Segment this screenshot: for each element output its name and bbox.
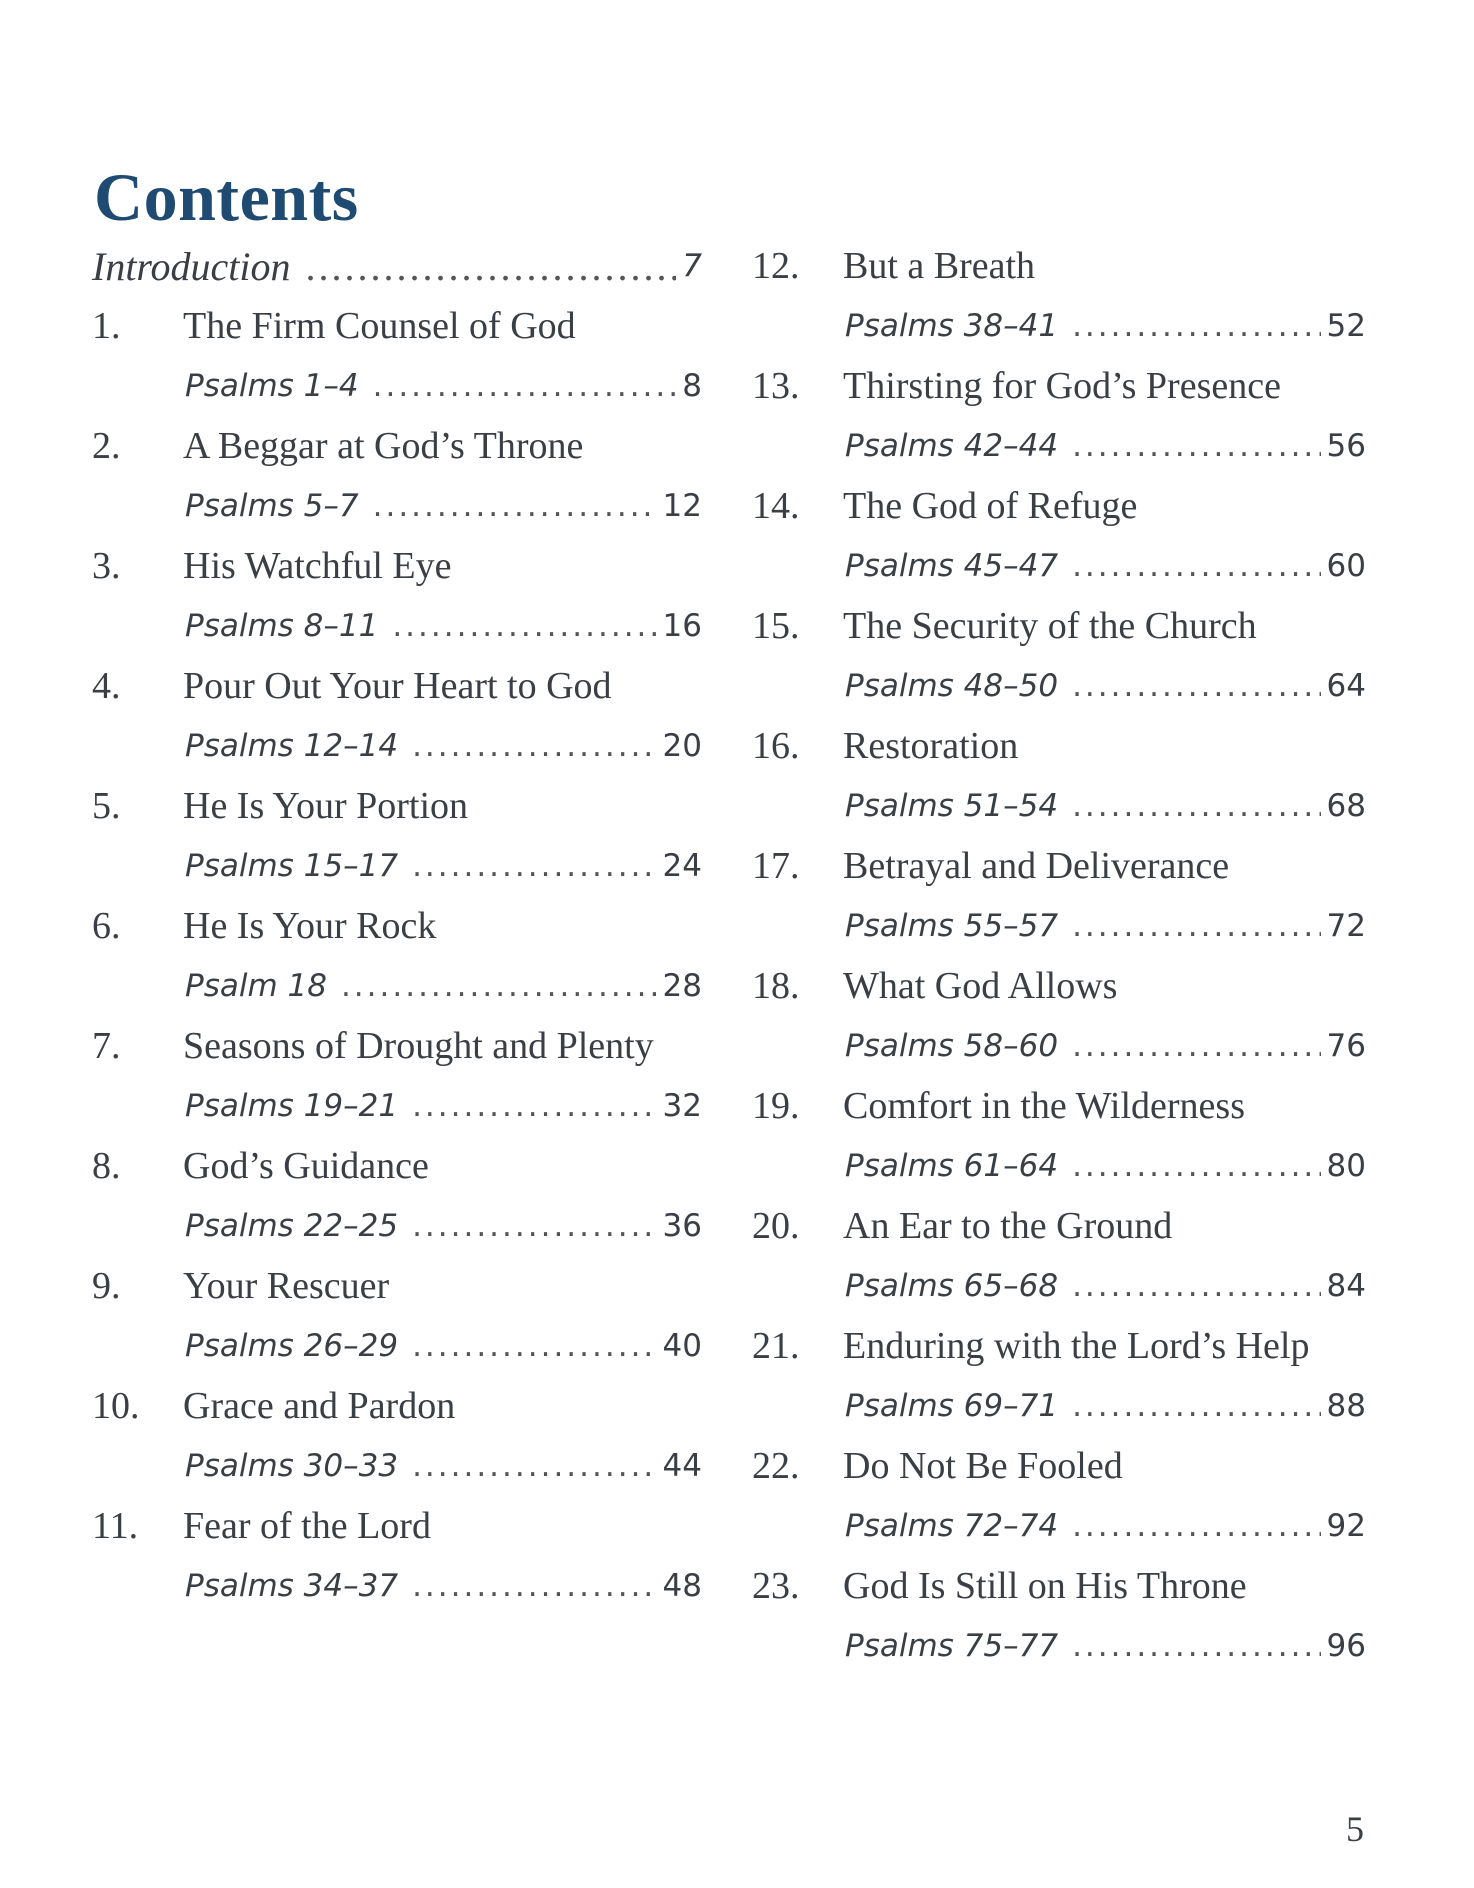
page-ref: 52: [1326, 308, 1366, 344]
chapter-number: 3.: [92, 545, 121, 587]
chapter-number: 7.: [92, 1025, 121, 1067]
dot-leader: [1072, 1268, 1320, 1304]
chapter-title: God Is Still on His Throne: [843, 1565, 1247, 1607]
dot-leader: [1072, 788, 1320, 824]
page-ref: 20: [662, 728, 702, 764]
toc-entry[interactable]: [92, 1376, 702, 1496]
scripture-reference: Psalms 19–21: [185, 1088, 399, 1124]
page-ref: 68: [1326, 788, 1366, 824]
scripture-reference: Psalms 61–64: [845, 1148, 1059, 1184]
toc-entry-title-row: [92, 1136, 702, 1196]
dot-leader: [1072, 308, 1320, 344]
chapter-title: Comfort in the Wilderness: [843, 1085, 1245, 1127]
toc-entry-reference-row: [752, 296, 1366, 356]
toc-entry[interactable]: [92, 656, 702, 776]
chapter-number: 2.: [92, 425, 121, 467]
chapter-title: Fear of the Lord: [183, 1505, 431, 1547]
chapter-title: God’s Guidance: [183, 1145, 429, 1187]
dot-leader: [1072, 1508, 1320, 1544]
chapter-number: 10.: [92, 1385, 140, 1427]
toc-entry-title-row: [752, 716, 1366, 776]
chapter-title: The Firm Counsel of God: [183, 305, 576, 347]
toc-entry-reference-row: [752, 656, 1366, 716]
introduction-label: Introduction: [92, 243, 291, 289]
scripture-reference: Psalms 34–37: [185, 1568, 399, 1604]
toc-entry-reference-row: [752, 1496, 1366, 1556]
chapter-title: He Is Your Portion: [183, 785, 469, 827]
toc-entry-title-row: [752, 356, 1366, 416]
toc-entry-title-row: [752, 236, 1366, 296]
toc-entry-title-row: [92, 296, 702, 356]
page-ref: 40: [662, 1328, 702, 1364]
toc-entry[interactable]: [92, 896, 702, 1016]
dot-leader: [412, 848, 656, 884]
toc-entry-title-row: [752, 476, 1366, 536]
toc-entry-reference-row: [752, 896, 1366, 956]
dot-leader: [1072, 668, 1320, 704]
toc-entry-title-row: [92, 896, 702, 956]
toc-entry[interactable]: [92, 776, 702, 896]
toc-entry-title-row: [752, 956, 1366, 1016]
chapter-number: 8.: [92, 1145, 121, 1187]
scripture-reference: Psalms 15–17: [185, 848, 399, 884]
scripture-reference: Psalms 51–54: [845, 788, 1059, 824]
toc-entry-reference-row: [92, 476, 702, 536]
chapter-title: His Watchful Eye: [183, 545, 452, 587]
toc-entry-title-row: [752, 1196, 1366, 1256]
page-ref: 44: [662, 1448, 702, 1484]
toc-entry[interactable]: [92, 1016, 702, 1136]
toc-entry[interactable]: [92, 1496, 702, 1616]
toc-entry-reference-row: [92, 596, 702, 656]
toc-entry-title-row: [92, 416, 702, 476]
scripture-reference: Psalms 55–57: [845, 908, 1059, 944]
scripture-reference: Psalms 5–7: [185, 488, 359, 524]
chapter-title: Betrayal and Deliverance: [843, 845, 1230, 887]
toc-entry-reference-row: [92, 1196, 702, 1256]
scripture-reference: Psalms 26–29: [185, 1328, 399, 1364]
dot-leader: [412, 728, 656, 764]
chapter-title: Enduring with the Lord’s Help: [843, 1325, 1310, 1367]
chapter-title: Restoration: [843, 725, 1019, 767]
chapter-title: He Is Your Rock: [183, 905, 437, 947]
chapter-number: 12.: [752, 245, 800, 287]
chapter-title: Thirsting for God’s Presence: [843, 365, 1281, 407]
dot-leader: [341, 968, 657, 1004]
toc-entry[interactable]: [752, 1436, 1366, 1556]
toc-entry[interactable]: [92, 416, 702, 536]
scripture-reference: Psalms 69–71: [845, 1388, 1059, 1424]
page-ref: 64: [1326, 668, 1366, 704]
toc-entry[interactable]: [752, 356, 1366, 476]
chapter-title: The God of Refuge: [843, 485, 1138, 527]
toc-entry-title-row: [752, 1076, 1366, 1136]
page-ref: 24: [662, 848, 702, 884]
page-number: 5: [1346, 1809, 1364, 1849]
toc-entry[interactable]: [752, 1076, 1366, 1196]
chapter-title: An Ear to the Ground: [843, 1205, 1173, 1247]
page-ref: 32: [662, 1088, 702, 1124]
scripture-reference: Psalm 18: [185, 968, 327, 1004]
chapter-number: 13.: [752, 365, 800, 407]
toc-entry-reference-row: [92, 356, 702, 416]
toc-entry-title-row: [92, 1376, 702, 1436]
chapter-number: 23.: [752, 1565, 800, 1607]
page-title: Contents: [94, 158, 359, 235]
toc-entry[interactable]: [92, 1136, 702, 1256]
toc-entry[interactable]: [752, 1556, 1366, 1676]
page-ref: 92: [1326, 1508, 1366, 1544]
toc-entry-reference-row: [752, 1136, 1366, 1196]
toc-entry-reference-row: [92, 1436, 702, 1496]
chapter-number: 22.: [752, 1445, 800, 1487]
chapter-number: 11.: [92, 1505, 139, 1547]
toc-entry-title-row: [92, 1496, 702, 1556]
scripture-reference: Psalms 22–25: [185, 1208, 399, 1244]
toc-entry-reference-row: [92, 956, 702, 1016]
toc-entry-reference-row: [92, 716, 702, 776]
toc-entry[interactable]: [92, 296, 702, 416]
dot-leader: [373, 488, 657, 524]
chapter-title: Seasons of Drought and Plenty: [183, 1025, 654, 1067]
toc-entry[interactable]: [752, 1316, 1366, 1436]
chapter-number: 18.: [752, 965, 800, 1007]
toc-entry-reference-row: [752, 1616, 1366, 1676]
toc-entry-reference-row: [92, 836, 702, 896]
toc-entry-reference-row: [752, 776, 1366, 836]
toc-entry[interactable]: [92, 1256, 702, 1376]
dot-leader: [307, 243, 677, 290]
scripture-reference: Psalms 1–4: [185, 368, 359, 404]
toc-entry-title-row: [92, 536, 702, 596]
chapter-number: 5.: [92, 785, 121, 827]
dot-leader: [373, 368, 677, 404]
chapter-title: Do Not Be Fooled: [843, 1445, 1123, 1487]
scripture-reference: Psalms 12–14: [185, 728, 399, 764]
toc-entry-title-row: [752, 1436, 1366, 1496]
toc-entry[interactable]: [752, 716, 1366, 836]
toc-entry[interactable]: [752, 596, 1366, 716]
scripture-reference: Psalms 45–47: [845, 548, 1059, 584]
page-ref: 8: [682, 368, 702, 404]
dot-leader: [1072, 908, 1320, 944]
toc-entry-reference-row: [752, 1016, 1366, 1076]
toc-entry-title-row: [92, 1256, 702, 1316]
scripture-reference: Psalms 65–68: [845, 1268, 1059, 1304]
scripture-reference: Psalms 75–77: [845, 1628, 1059, 1664]
page-ref: 28: [662, 968, 702, 1004]
toc-entry[interactable]: [752, 836, 1366, 956]
page-ref: 56: [1326, 428, 1366, 464]
chapter-title: But a Breath: [843, 245, 1036, 287]
toc-entry[interactable]: [752, 1196, 1366, 1316]
page-ref: 76: [1326, 1028, 1366, 1064]
toc-introduction[interactable]: [92, 236, 702, 296]
page-ref: 16: [662, 608, 702, 644]
dot-leader: [392, 608, 656, 644]
page-ref: 88: [1326, 1388, 1366, 1424]
toc-entry-title-row: [752, 1316, 1366, 1376]
toc-entry-reference-row: [92, 1556, 702, 1616]
dot-leader: [412, 1208, 656, 1244]
dot-leader: [1072, 548, 1320, 584]
dot-leader: [412, 1088, 656, 1124]
scripture-reference: Psalms 8–11: [185, 608, 379, 644]
toc-entry[interactable]: [92, 536, 702, 656]
dot-leader: [412, 1448, 656, 1484]
chapter-number: 15.: [752, 605, 800, 647]
scripture-reference: Psalms 48–50: [845, 668, 1059, 704]
page-ref: 72: [1326, 908, 1366, 944]
toc-entry-reference-row: [752, 1256, 1366, 1316]
toc-entry[interactable]: [752, 236, 1366, 356]
chapter-number: 14.: [752, 485, 800, 527]
chapter-number: 16.: [752, 725, 800, 767]
toc-entry[interactable]: [752, 476, 1366, 596]
toc-entry-title-row: [752, 836, 1366, 896]
dot-leader: [412, 1328, 656, 1364]
introduction-page: 7: [682, 248, 702, 284]
page-ref: 84: [1326, 1268, 1366, 1304]
toc-entry-reference-row: [752, 416, 1366, 476]
chapter-number: 4.: [92, 665, 121, 707]
chapter-number: 9.: [92, 1265, 121, 1307]
dot-leader: [1072, 1028, 1320, 1064]
toc-entry-title-row: [92, 776, 702, 836]
page-ref: 36: [662, 1208, 702, 1244]
toc-entry-title-row: [752, 1556, 1366, 1616]
dot-leader: [1072, 1628, 1320, 1664]
toc-entry-title-row: [92, 1016, 702, 1076]
dot-leader: [1072, 428, 1320, 464]
scripture-reference: Psalms 72–74: [845, 1508, 1059, 1544]
dot-leader: [1072, 1148, 1320, 1184]
chapter-number: 17.: [752, 845, 800, 887]
page-ref: 96: [1326, 1628, 1366, 1664]
toc-entry-title-row: [92, 656, 702, 716]
dot-leader: [412, 1568, 656, 1604]
toc-entry-reference-row: [92, 1316, 702, 1376]
chapter-number: 6.: [92, 905, 121, 947]
toc-entry-title-row: [752, 596, 1366, 656]
chapter-title: Your Rescuer: [183, 1265, 390, 1307]
scripture-reference: Psalms 38–41: [845, 308, 1059, 344]
page-ref: 48: [662, 1568, 702, 1604]
page-ref: 60: [1326, 548, 1366, 584]
chapter-number: 1.: [92, 305, 121, 347]
chapter-title: A Beggar at God’s Throne: [183, 425, 584, 467]
contents-column-right: [752, 236, 1366, 1676]
page-ref: 80: [1326, 1148, 1366, 1184]
chapter-title: What God Allows: [843, 965, 1118, 1007]
chapter-title: The Security of the Church: [843, 605, 1257, 647]
chapter-number: 19.: [752, 1085, 800, 1127]
toc-entry-reference-row: [92, 1076, 702, 1136]
scripture-reference: Psalms 30–33: [185, 1448, 399, 1484]
scripture-reference: Psalms 58–60: [845, 1028, 1059, 1064]
page-ref: 12: [662, 488, 702, 524]
chapter-number: 20.: [752, 1205, 800, 1247]
chapter-title: Grace and Pardon: [183, 1385, 456, 1427]
toc-entry[interactable]: [752, 956, 1366, 1076]
toc-entry-reference-row: [752, 1376, 1366, 1436]
chapter-number: 21.: [752, 1325, 800, 1367]
dot-leader: [1072, 1388, 1320, 1424]
contents-column-left: [92, 236, 702, 1616]
chapter-title: Pour Out Your Heart to God: [183, 665, 612, 707]
toc-entry-reference-row: [752, 536, 1366, 596]
scripture-reference: Psalms 42–44: [845, 428, 1059, 464]
